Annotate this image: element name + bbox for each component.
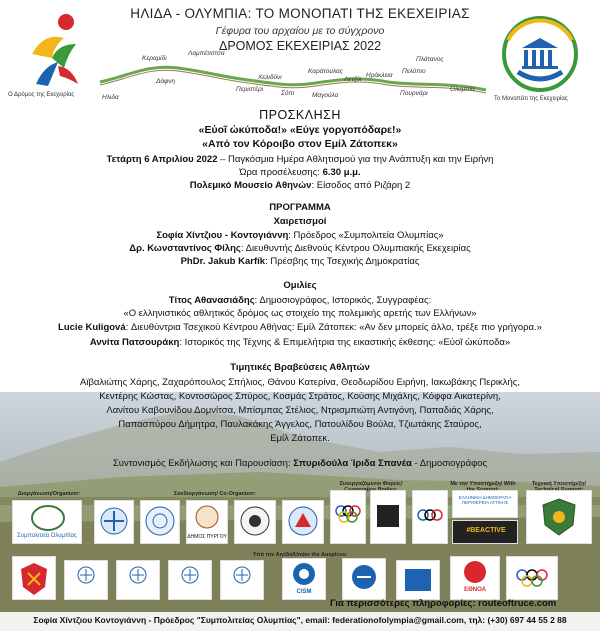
army-shield-icon bbox=[13, 557, 55, 599]
greek-crest-icon bbox=[65, 561, 107, 599]
ethnoa-emblem-icon bbox=[451, 557, 499, 587]
co-organizer-label: Συνδιοργάνωση/ Co-Organizer: bbox=[173, 491, 257, 497]
pyrgos-logo-text: ΔΗΜΟΣ ΠΥΡΓΟΥ bbox=[187, 534, 227, 540]
olympic-rings-icon bbox=[413, 491, 447, 543]
honorees-heading: Τιμητικές Βραβεύσεις Αθλητών bbox=[230, 362, 370, 373]
time-label: Ώρα προσέλευσης: bbox=[239, 167, 323, 178]
organizer-label: Διοργάνωση/Organizer: bbox=[17, 491, 81, 497]
honorees-line: Παπασπύρου Δήμητρα, Παυλακάκης Άγγελος, Πατουλίδου Βούλα, Τζιωτάκης Σταύρος, bbox=[118, 419, 482, 430]
technical-support-label: Τεχνική Υποστήριξη/ bbox=[531, 481, 587, 487]
greeting-name: Σοφία Χίντζιου - Κοντογιάννη bbox=[156, 230, 289, 241]
speeches-heading: Ομιλίες bbox=[283, 280, 317, 291]
route-of-truce-logo bbox=[8, 10, 94, 102]
greek-crest-icon bbox=[221, 561, 263, 599]
support-label: Με την Υποστήριξη/ With bbox=[450, 481, 516, 487]
speaker-role: : Διευθύντρια Τσεχικού Κέντρου Αθήνας: Εμίλ Ζάτοπεκ: «Αν δεν μπορείς άλλο, τρέξε πιο γρήγορα.» bbox=[125, 322, 542, 333]
auspices-logo-4 bbox=[168, 560, 212, 600]
speaker-name: Τίτος Αθανασιάδης bbox=[168, 295, 255, 306]
route-map bbox=[98, 46, 488, 106]
coordination-text: Συντονισμός Εκδήλωσης και Παρουσίαση: bbox=[112, 458, 294, 469]
co-organizer-logo-4 bbox=[234, 500, 276, 544]
auspices-logo-1 bbox=[12, 556, 56, 600]
speech-line bbox=[0, 295, 600, 306]
event-date bbox=[0, 154, 600, 165]
temple-logo-icon bbox=[488, 10, 592, 94]
contact-footer: Σοφία Χίντζιου Κοντογιάννη - Πρόεδρος "Συμπολιτείας Ολυμπίας", email: federationofolympia@gmail.com, τηλ: (+30) 697 44 55 2 88 bbox=[33, 615, 567, 625]
speaker-role: : Ιστορικός της Τέχνης & Επιμελήτρια της εικαστικής έκθεσης: «Εὐοῖ ὠκύποδα» bbox=[179, 337, 511, 348]
right-logo-caption: Το Μονοπάτι της Εκεχειρίας bbox=[494, 96, 568, 102]
greeting-name: PhDr. Jakub Karfík bbox=[180, 256, 266, 267]
speaker-name: Lucie Kuligová bbox=[58, 322, 126, 333]
organizer-logo bbox=[12, 500, 82, 544]
support-logo-region bbox=[452, 490, 518, 518]
place-label: Κεραμίδι bbox=[142, 55, 167, 62]
speech-topic: «Ο ελληνιστικός αθλητικός δρόμος ως στοιχείο της πολεμικής αρετής των Ελλήνων» bbox=[123, 308, 477, 319]
greeting-line bbox=[0, 230, 600, 241]
speaker-role: : Δημοσιογράφος, Ιστορικός, Συγγραφέας: bbox=[254, 295, 432, 306]
place-label: Ηλιδα bbox=[102, 94, 119, 101]
invitation-quote: «Εὐοῖ ὠκύποδα!» «Εύγε γοργοπόδαρε!» bbox=[198, 124, 402, 136]
place-label: Ολυμπία bbox=[450, 86, 475, 93]
poster-subtitle: Γέφυρα του αρχαίου με το σύγχρονο bbox=[215, 25, 385, 37]
shield-icon bbox=[527, 491, 591, 543]
region-logo-text: ΕΛΛΗΝΙΚΗ ΔΗΜΟΚΡΑΤΙΑ ΠΕΡΙΦΕΡΕΙΑ ΑΤΤΙΚΗΣ bbox=[458, 495, 512, 505]
event-name: ΔΡΟΜΟΣ ΕΚΕΧΕΙΡΙΑΣ 2022 bbox=[218, 39, 382, 53]
auspices-logo-cism bbox=[282, 558, 326, 600]
place-label: Χελιδόνι bbox=[258, 74, 282, 81]
laurel-icon bbox=[14, 503, 82, 533]
co-organizer-logo-3 bbox=[186, 500, 228, 544]
auspices-logo-3 bbox=[116, 560, 160, 600]
greek-crest-icon bbox=[169, 561, 211, 599]
greetings-heading: Χαιρετισμοί bbox=[273, 216, 327, 227]
place-label: Μαγούλα bbox=[312, 92, 339, 99]
poster-title: ΗΛΙΔΑ - ΟΛΥΜΠΙΑ: ΤΟ ΜΟΝΟΠΑΤΙ ΤΗΣ ΕΚΕΧΕΙΡΙΑΣ bbox=[130, 6, 470, 21]
place-label: Πλάτανος bbox=[416, 56, 444, 63]
municipality-emblem-icon bbox=[141, 501, 179, 543]
left-logo-caption: Ο Δρόμος της Εκεχειρίας bbox=[8, 92, 75, 98]
program-heading: ΠΡΟΓΡΑΜΜΑ bbox=[269, 202, 331, 213]
honorees-line: Αϊβαλιώτης Χάρης, Ζαχαρόπουλος Σπήλιος, Θάνου Κατερίνα, Θεοδωρίδου Ειρήνη, Ιακωβάκης Περικλής, bbox=[80, 377, 520, 388]
auspices-logo-10 bbox=[506, 556, 558, 600]
greeting-role: : Πρέσβης της Τσεχικής Δημοκρατίας bbox=[265, 256, 420, 267]
auspices-logo-2 bbox=[64, 560, 108, 600]
auspices-label: Υπό την Αιγίδα/Under the Auspices: bbox=[252, 552, 348, 558]
co-organizer-logo-1 bbox=[94, 500, 134, 544]
cooperative-logo-1 bbox=[330, 490, 366, 544]
auspices-logo-ekoa bbox=[450, 556, 500, 600]
event-time bbox=[0, 167, 600, 178]
honorees-line: Κεντέρης Κώστας, Κοντοσώρος Σπύρος, Κοσμάς Στράτος, Κούσης Μιχάλης, Κόφφα Αικατερίνη, bbox=[99, 391, 501, 402]
olympic-rings-icon bbox=[507, 557, 557, 599]
place-label: Περιστέρι bbox=[236, 86, 264, 93]
auspices-logo-7 bbox=[342, 558, 386, 600]
ekoa-logo-text: ΕΘΝΟΑ bbox=[464, 587, 486, 593]
support-logo-beactive bbox=[452, 520, 518, 544]
unesco-icon bbox=[397, 561, 439, 599]
seal-icon bbox=[235, 501, 275, 543]
greeting-line bbox=[0, 256, 600, 267]
venue-rest: : Είσοδος από Ριζάρη 2 bbox=[311, 180, 411, 191]
coordination-role: - Δημοσιογράφος bbox=[411, 458, 488, 469]
greeting-role: : Πρόεδρος «Συμπολιτεία Ολυμπίας» bbox=[288, 230, 444, 241]
runner-logo-icon bbox=[14, 10, 94, 92]
path-of-truce-logo bbox=[488, 10, 592, 106]
speaker-name: Αννίτα Πατσουράκη bbox=[89, 337, 180, 348]
olympic-rings-icon bbox=[331, 491, 365, 543]
greeting-line bbox=[0, 243, 600, 254]
honorees-line: Εμίλ Ζάτοπεκ. bbox=[270, 433, 330, 444]
cism-logo-text: CISM bbox=[296, 589, 312, 595]
auspices-logo-5 bbox=[220, 560, 264, 600]
date-bold: Τετάρτη 6 Απριλίου 2022 bbox=[106, 154, 218, 165]
beactive-logo-text: #BEACTIVE bbox=[466, 527, 506, 534]
greek-crest-icon bbox=[117, 561, 159, 599]
cooperative-logo-2 bbox=[370, 490, 406, 544]
place-label: Καράτουλας bbox=[308, 68, 343, 75]
museum-emblem-icon bbox=[283, 501, 323, 543]
organizer-logo-text: Συμπολιτεία Ολυμπίας bbox=[17, 533, 77, 539]
honorees-line: Λανίτου Καβουνίδου Δομνίτσα, Μπίσμπας Στέλιος, Ντρισμπιώτη Αντιγόνη, Παπαδιάς Χάρης, bbox=[106, 405, 494, 416]
invitation-theme: «Από τον Κόροιβο στον Εμίλ Ζάτοπεκ» bbox=[202, 138, 398, 150]
coordination-line bbox=[0, 458, 600, 469]
cooperative-logo-3 bbox=[412, 490, 448, 544]
place-label: Ηράκλεια bbox=[366, 72, 393, 79]
greeting-role: : Διευθυντής Διεθνούς Κέντρου Ολυμπιακής Εκεχειρίας bbox=[240, 243, 471, 254]
date-rest: – Παγκόσμια Ημέρα Αθλητισμού για την Ανάπτυξη και την Ειρήνη bbox=[217, 154, 494, 165]
speech-line bbox=[0, 337, 600, 348]
cooperative-label: Συνεργαζόμενοι Φορείς/ bbox=[339, 481, 403, 487]
place-label: Λετζόι bbox=[344, 76, 362, 83]
more-info-link[interactable]: Για περισσότερες πληροφορίες: routeoftruce.com bbox=[330, 598, 557, 609]
time-value: 6.30 μ.μ. bbox=[322, 167, 361, 178]
auspices-logo-8 bbox=[396, 560, 440, 600]
place-label: Πουρνάρι bbox=[400, 90, 428, 97]
place-label: Δάφνη bbox=[156, 78, 176, 85]
runner-silhouette-icon bbox=[371, 491, 405, 543]
cross-emblem-icon bbox=[95, 501, 133, 543]
technical-support-logo bbox=[526, 490, 592, 544]
place-label: Σόπι bbox=[281, 90, 295, 97]
co-organizer-logo-5 bbox=[282, 500, 324, 544]
pyrgos-emblem-icon bbox=[187, 501, 227, 533]
cism-emblem-icon bbox=[283, 559, 325, 589]
event-venue bbox=[0, 180, 600, 191]
place-label: Λαμπέτιστσα bbox=[188, 50, 225, 57]
header bbox=[0, 0, 600, 120]
sports-federation-icon bbox=[343, 559, 385, 599]
co-organizer-logo-2 bbox=[140, 500, 180, 544]
place-label: Πελόπιο bbox=[402, 68, 426, 75]
greeting-name: Δρ. Κωνσταντίνος Φίλης bbox=[129, 243, 241, 254]
speech-line bbox=[0, 322, 600, 333]
venue-bold: Πολεμικό Μουσείο Αθηνών bbox=[189, 180, 312, 191]
coordination-name: Σπυριδούλα Ίριδα Σπανέα bbox=[293, 458, 412, 469]
invitation-heading: ΠΡΟΣΚΛΗΣΗ bbox=[259, 108, 341, 122]
